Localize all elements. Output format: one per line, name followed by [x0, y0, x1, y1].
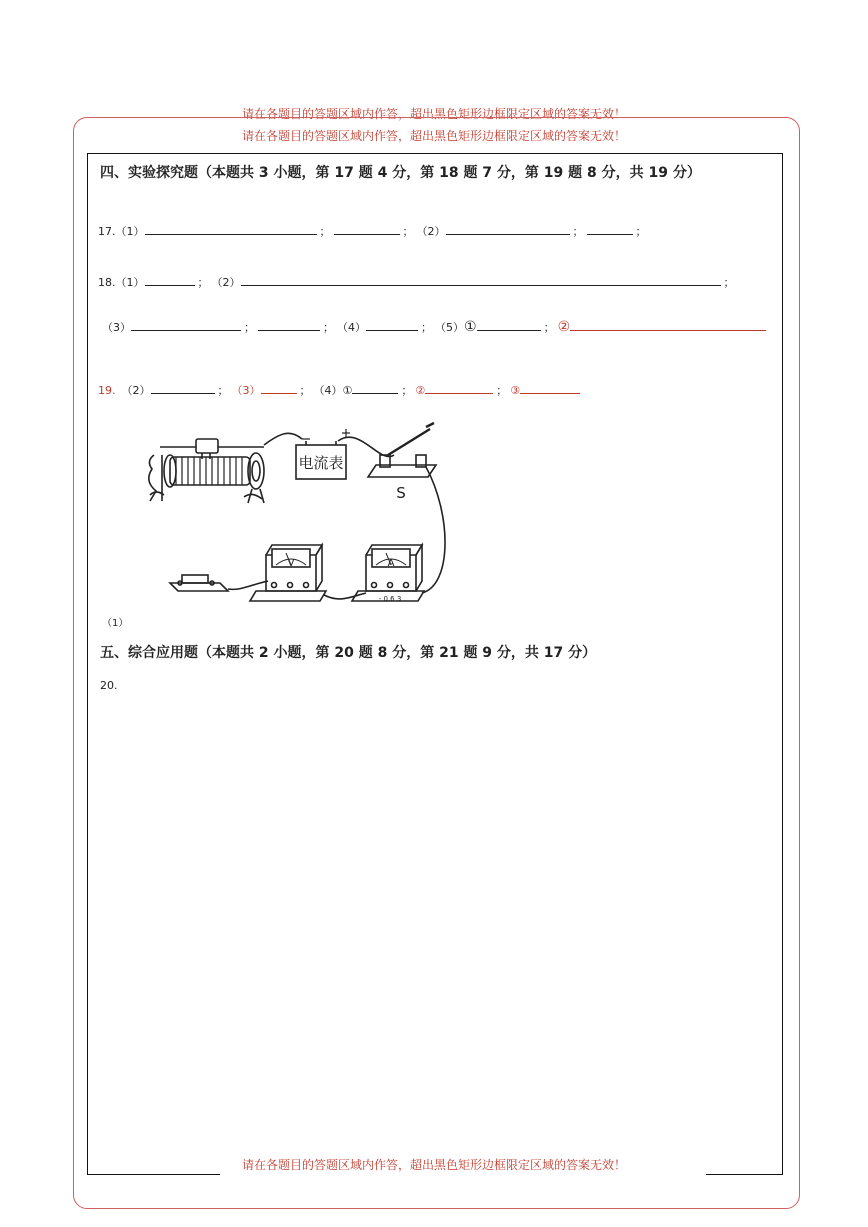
q18-part2-label: （2） — [211, 276, 241, 289]
semicolon: ； — [635, 225, 647, 238]
q19-row — [98, 382, 580, 398]
q18-number: 18. — [98, 276, 116, 289]
switch-icon — [368, 423, 436, 477]
semicolon: ； — [244, 321, 255, 334]
q19-circle-1: ① — [342, 384, 353, 397]
q18-row-1 — [98, 274, 738, 290]
top-warning-outer: 请在各题目的答题区域内作答，超出黑色矩形边框限定区域的答案无效！ — [241, 107, 626, 121]
semicolon: ； — [299, 384, 311, 397]
q18-circle-2: ② — [557, 319, 571, 335]
q19-part1-label: （1） — [102, 618, 129, 629]
circuit-diagram — [140, 415, 460, 615]
q17-part1-label: （1） — [115, 225, 145, 238]
q18-blank-5[interactable] — [366, 320, 418, 331]
semicolon: ； — [319, 225, 331, 238]
q18-blank-3[interactable] — [131, 320, 241, 331]
semicolon: ； — [217, 384, 229, 397]
semicolon: ； — [543, 321, 555, 334]
q18-part5-label: （5） — [435, 321, 464, 334]
q18-blank-4[interactable] — [258, 320, 320, 331]
q17-blank-4[interactable] — [587, 224, 633, 235]
q17-blank-2[interactable] — [334, 224, 400, 235]
q17-number: 17. — [98, 225, 116, 238]
q18-blank-1[interactable] — [145, 275, 195, 286]
ammeter-icon — [352, 545, 424, 601]
q17-part2-label: （2） — [416, 225, 446, 238]
q19-part2-label: （2） — [121, 384, 151, 397]
q18-row-2 — [102, 319, 766, 335]
q18-part1-label: （1） — [115, 276, 145, 289]
q19-blank-1[interactable] — [151, 383, 215, 394]
section5-heading: 五、综合应用题（本题共 2 小题，第 20 题 8 分，第 21 题 9 分，共 17 分） — [100, 645, 597, 661]
q17-blank-1[interactable] — [145, 224, 317, 235]
semicolon: ； — [401, 384, 413, 397]
q18-blank-6[interactable] — [477, 320, 541, 331]
q19-circle-3: ③ — [510, 384, 521, 397]
voltmeter-icon — [250, 545, 326, 601]
q19-number: 19. — [98, 384, 116, 397]
bottom-warning: 请在各题目的答题区域内作答，超出黑色矩形边框限定区域的答案无效！ — [241, 1158, 626, 1172]
section4-heading: 四、实验探究题（本题共 3 小题，第 17 题 4 分，第 18 题 7 分，第 19 题 8 分，共 19 分） — [100, 165, 701, 181]
q19-blank-2[interactable] — [261, 383, 297, 394]
q19-blank-3[interactable] — [352, 383, 398, 394]
semicolon: ； — [723, 276, 735, 289]
q19-circle-2: ② — [415, 384, 426, 397]
voltmeter-letter: V — [287, 558, 295, 569]
q18-part4-label: （4） — [337, 321, 366, 334]
q18-blank-7[interactable] — [570, 320, 766, 331]
q18-part3-label: （3） — [102, 321, 131, 334]
semicolon: ； — [496, 384, 508, 397]
q17-row — [98, 223, 650, 239]
battery-holder-icon — [170, 575, 228, 591]
q19-blank-4[interactable] — [425, 383, 493, 394]
ammeter-terminal-labels: - 0.6 3 — [378, 595, 402, 603]
q17-blank-3[interactable] — [446, 224, 570, 235]
q19-part4-label: （4） — [313, 384, 343, 397]
q20-number: 20. — [100, 679, 118, 692]
semicolon: ； — [323, 321, 334, 334]
rheostat-icon — [149, 439, 264, 503]
q18-circle-1: ① — [464, 319, 477, 335]
ammeter-box-label: 电流表 — [298, 454, 344, 472]
answer-region-box — [87, 153, 783, 1175]
q18-blank-2[interactable] — [241, 275, 721, 286]
switch-label: S — [396, 484, 406, 502]
semicolon: ； — [402, 225, 414, 238]
semicolon: ； — [421, 321, 432, 334]
top-warning-inner: 请在各题目的答题区域内作答，超出黑色矩形边框限定区域的答案无效！ — [241, 129, 626, 143]
q19-blank-5[interactable] — [520, 383, 580, 394]
ammeter-letter: A — [387, 558, 395, 569]
q19-part3-label: （3） — [231, 384, 261, 397]
semicolon: ； — [197, 276, 209, 289]
semicolon: ； — [572, 225, 584, 238]
